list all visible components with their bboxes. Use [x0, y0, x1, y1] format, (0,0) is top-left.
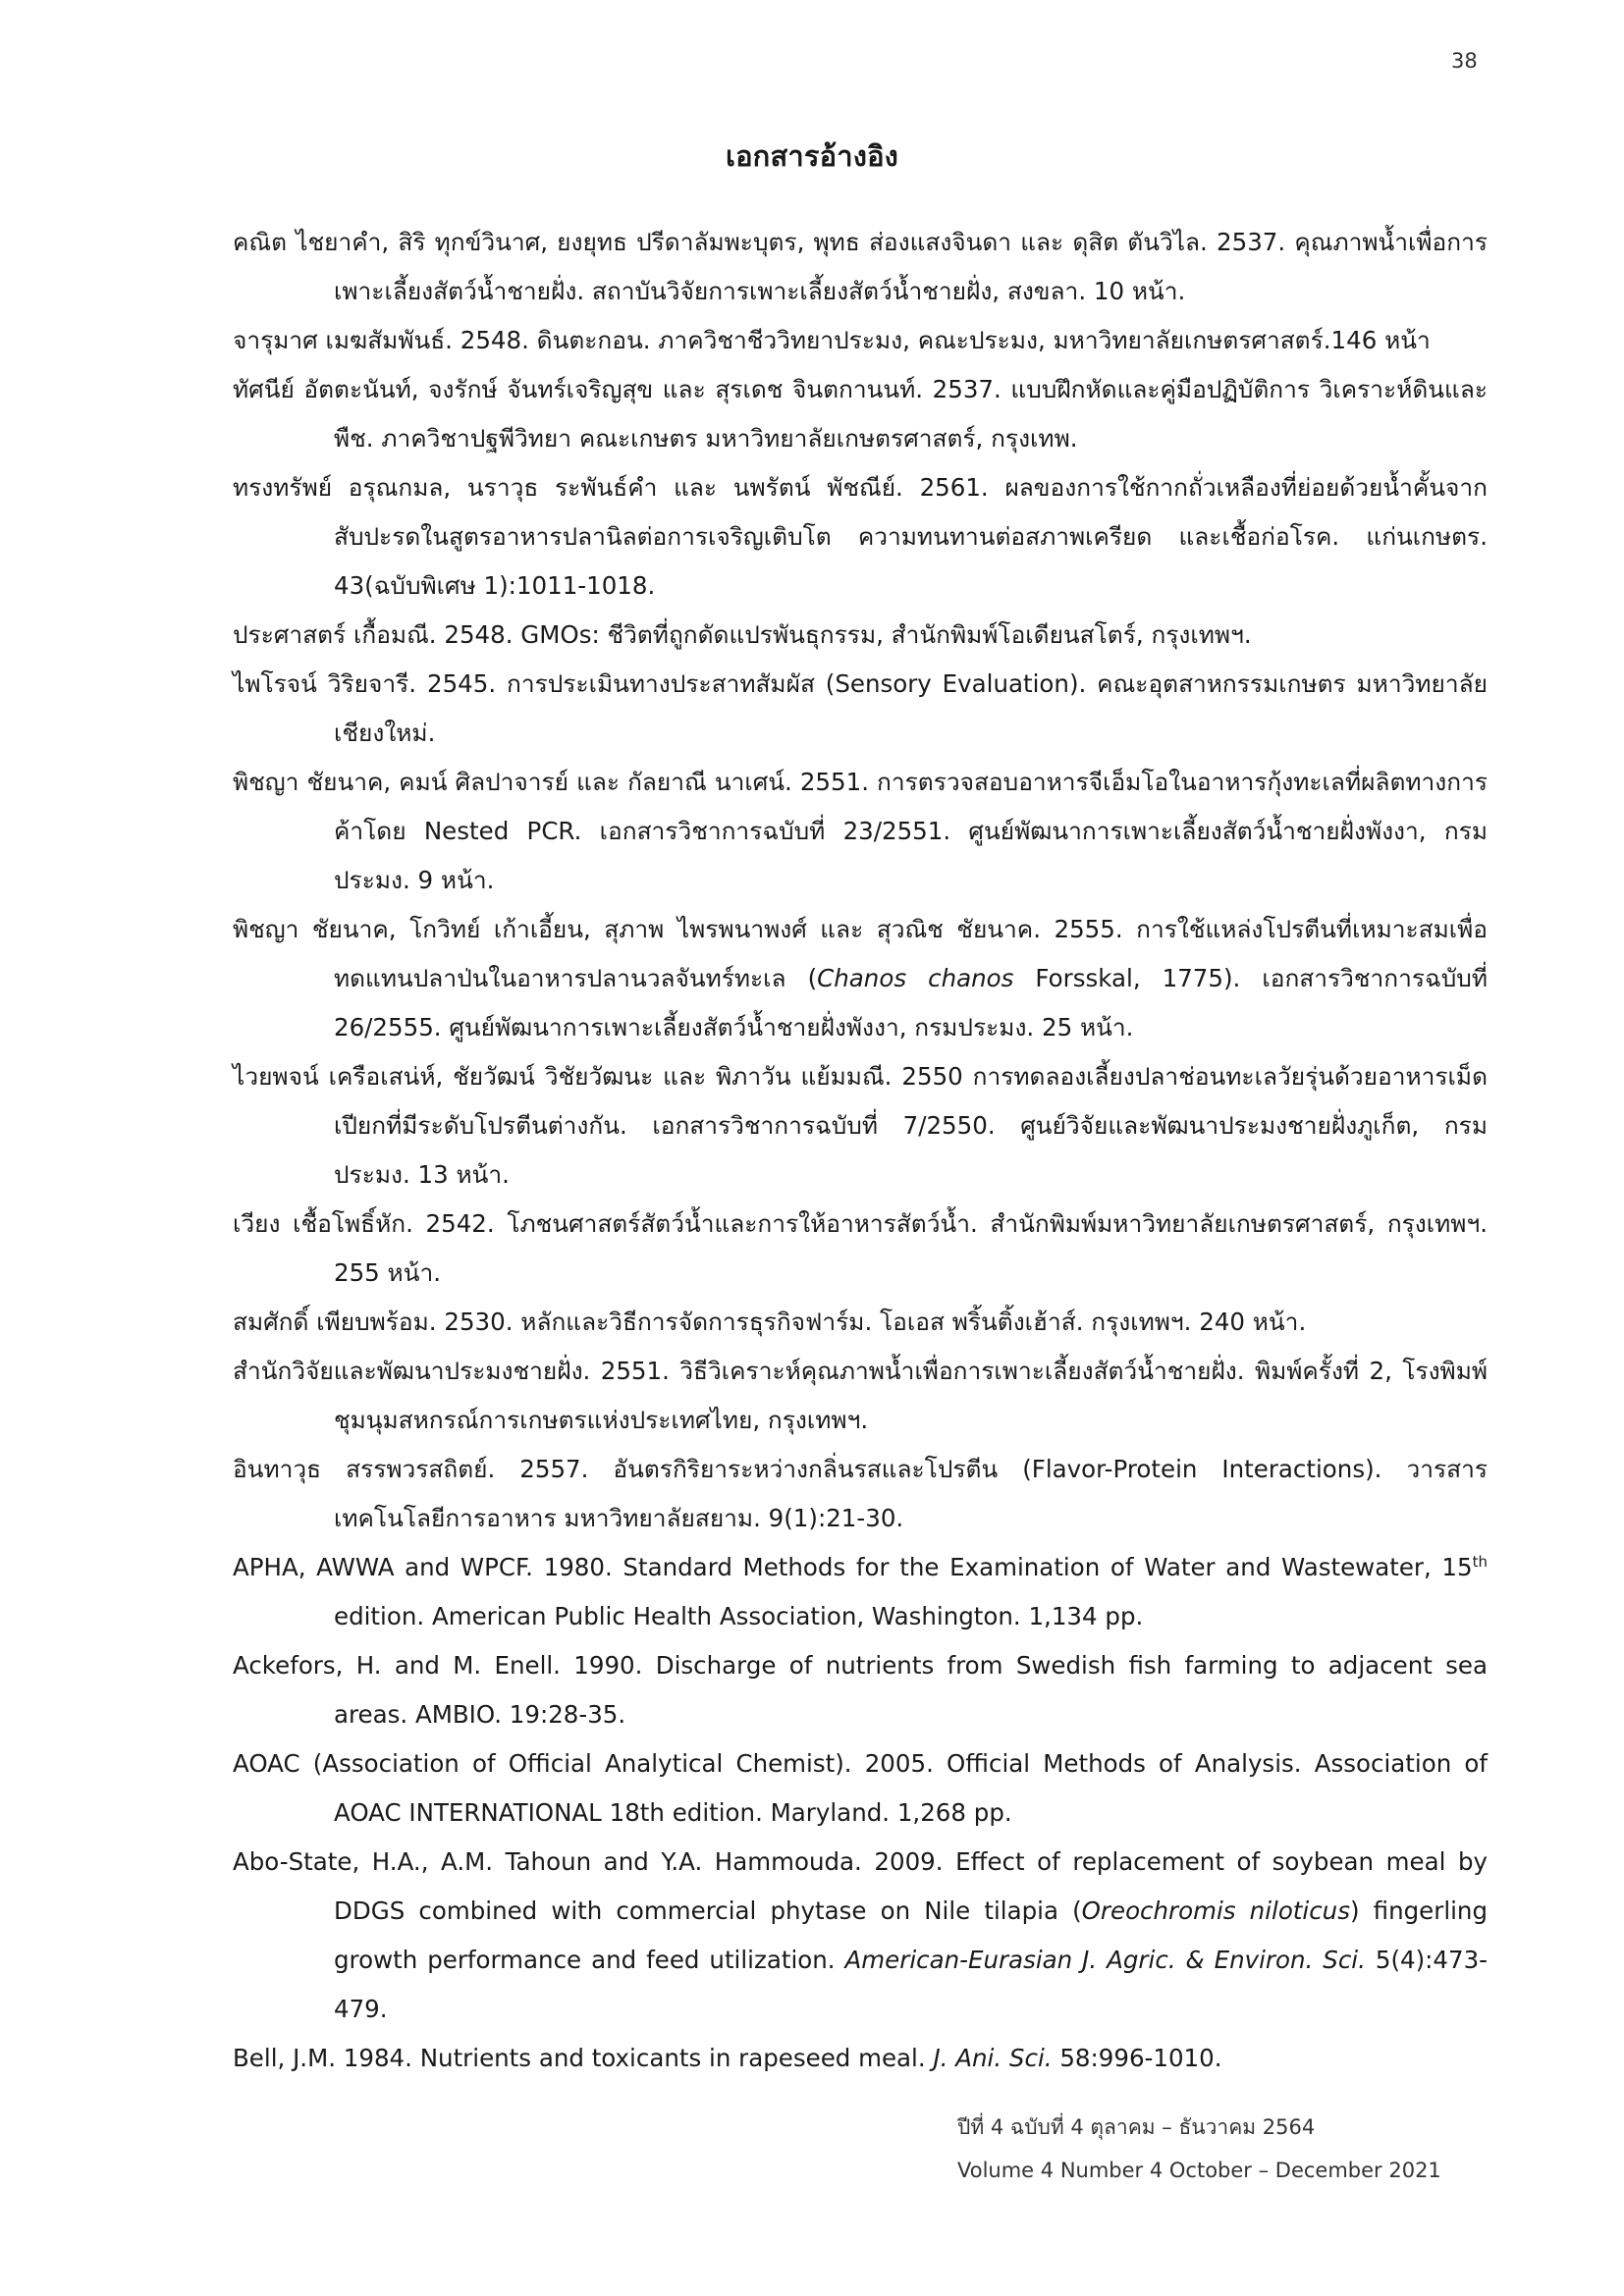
reference-text: ไพโรจน์ วิริยจารี. 2545. การประเมินทางประสาทสัมผัส (Sensory Evaluation). คณะอุตสาหกรรมเกษตร มหาวิทยาลัยเชียงใหม่.	[233, 669, 1488, 747]
reference-entry	[233, 1445, 1488, 1543]
reference-entry	[233, 1298, 1488, 1347]
reference-text: AOAC (Association of Official Analytical Chemist). 2005. Official Methods of Analysis. Association of AOAC INTERNATIONAL 18th edition. Maryland. 1,268 pp.	[233, 1749, 1488, 1827]
reference-text: ทัศนีย์ อัตตะนันท์, จงรักษ์ จันทร์เจริญสุข และ สุรเดช จินตกานนท์. 2537. แบบฝึกหัดและคู่มือปฏิบัติการ วิเคราะห์ดินและพืช. ภาควิชาปฐพีวิทยา คณะเกษตร มหาวิทยาลัยเกษตรศาสตร์, กรุงเทพ.	[233, 375, 1488, 453]
reference-entry	[233, 660, 1488, 758]
reference-text: ประศาสตร์ เกื้อมณี. 2548. GMOs: ชีวิตที่ถูกดัดแปรพันธุกรรม, สำนักพิมพ์โอเดียนสโตร์, กรุงเทพฯ.	[233, 620, 1252, 649]
reference-entry	[233, 1347, 1488, 1445]
reference-entry	[233, 611, 1488, 660]
reference-entry	[233, 316, 1488, 365]
reference-text: 5(4):473-479.	[334, 1946, 1489, 2023]
reference-text: พิชญา ชัยนาค, โกวิทย์ เก้าเอี้ยน, สุภาพ ไพรพนาพงศ์ และ สุวณิช ชัยนาค. 2555. การใช้แหล่งโปรตีนที่เหมาะสมเพื่อทดแทนปลาป่นในอาหารปลานวลจันทร์ทะเล (	[233, 915, 1488, 992]
reference-text: ไวยพจน์ เครือเสน่ห์, ชัยวัฒน์ วิชัยวัฒนะ และ พิภาวัน แย้มมณี. 2550 การทดลองเลี้ยงปลาช่อนทะเลวัยรุ่นด้วยอาหารเม็ดเปียกที่มีระดับโปรตีนต่างกัน. เอกสารวิชาการฉบับที่ 7/2550. ศูนย์วิจัยและพัฒนาประมงชายฝั่งภูเก็ต, กรมประมง. 13 หน้า.	[233, 1062, 1488, 1189]
reference-text: คณิต ไชยาคำ, สิริ ทุกข์วินาศ, ยงยุทธ ปรีดาลัมพะบุตร, พุทธ ส่องแสงจินดา และ ดุสิต ตันวิไล. 2537. คุณภาพน้ำเพื่อการเพาะเลี้ยงสัตว์น้ำชายฝั่ง. สถาบันวิจัยการเพาะเลี้ยงสัตว์น้ำชายฝั่ง, สงขลา. 10 หน้า.	[233, 228, 1488, 305]
italic-text: Chanos chanos	[817, 964, 1014, 992]
reference-text: Forsskal, 1775). เอกสารวิชาการฉบับที่ 26/2555. ศูนย์พัฒนาการเพาะเลี้ยงสัตว์น้ำชายฝั่งพังงา, กรมประมง. 25 หน้า.	[334, 964, 1488, 1041]
footer	[957, 2106, 1441, 2192]
reference-entry	[233, 758, 1488, 905]
italic-text: J. Ani. Sci.	[933, 2044, 1053, 2072]
reference-entry	[233, 2034, 1488, 2083]
reference-text: 58:996-1010.	[1052, 2044, 1222, 2072]
reference-text: สมศักดิ์ เพียบพร้อม. 2530. หลักและวิธีการจัดการธุรกิจฟาร์ม. โอเอส พริ้นติ้งเฮ้าส์. กรุงเทพฯ. 240 หน้า.	[233, 1308, 1307, 1336]
italic-text: American-Eurasian J. Agric. & Environ. Sci.	[844, 1946, 1366, 1974]
reference-text: Abo-State, H.A., A.M. Tahoun and Y.A. Hammouda. 2009. Effect of replacement of soybean meal by DDGS combined with commercial phytase on Nile tilapia (	[233, 1847, 1488, 1925]
reference-text: edition. American Public Health Association, Washington. 1,134 pp.	[334, 1602, 1144, 1630]
reference-entry	[233, 1543, 1488, 1641]
reference-text: จารุมาศ เมฆสัมพันธ์. 2548. ดินตะกอน. ภาควิชาชีววิทยาประมง, คณะประมง, มหาวิทยาลัยเกษตรศาสตร์.146 หน้า	[233, 326, 1431, 354]
reference-text: ) fingerling growth performance and feed utilization.	[334, 1896, 1489, 1974]
reference-text: สำนักวิจัยและพัฒนาประมงชายฝั่ง. 2551. วิธีวิเคราะห์คุณภาพน้ำเพื่อการเพาะเลี้ยงสัตว์น้ำชายฝั่ง. พิมพ์ครั้งที่ 2, โรงพิมพ์ชุมนุมสหกรณ์การเกษตรแห่งประเทศไทย, กรุงเทพฯ.	[233, 1357, 1488, 1434]
superscript-text: th	[1472, 1552, 1488, 1571]
reference-entry	[233, 1641, 1488, 1739]
reference-text: Bell, J.M. 1984. Nutrients and toxicants in rapeseed meal.	[233, 2044, 934, 2072]
footer-thai: ปีที่ 4 ฉบับที่ 4 ตุลาคม – ธันวาคม 2564	[957, 2115, 1316, 2139]
reference-entry	[233, 1838, 1488, 2034]
reference-entry	[233, 1200, 1488, 1298]
reference-text: พิชญา ชัยนาค, คมน์ ศิลปาจารย์ และ กัลยาณี นาเศน์. 2551. การตรวจสอบอาหารจีเอ็มโอในอาหารกุ้งทะเลที่ผลิตทางการค้าโดย Nested PCR. เอกสารวิชาการฉบับที่ 23/2551. ศูนย์พัฒนาการเพาะเลี้ยงสัตว์น้ำชายฝั่งพังงา, กรมประมง. 9 หน้า.	[233, 768, 1488, 894]
reference-entry	[233, 218, 1488, 316]
reference-entry	[233, 365, 1488, 463]
page-number: 38	[1451, 49, 1478, 73]
reference-entry	[233, 1739, 1488, 1838]
reference-text: APHA, AWWA and WPCF. 1980. Standard Methods for the Examination of Water and Wastewater, 15	[233, 1553, 1473, 1581]
reference-text: Ackefors, H. and M. Enell. 1990. Discharge of nutrients from Swedish fish farming to adjacent sea areas. AMBIO. 19:28-35.	[233, 1651, 1488, 1729]
reference-text: เวียง เชื้อโพธิ์หัก. 2542. โภชนศาสตร์สัตว์น้ำและการให้อาหารสัตว์น้ำ. สำนักพิมพ์มหาวิทยาลัยเกษตรศาสตร์, กรุงเทพฯ. 255 หน้า.	[233, 1209, 1488, 1287]
footer-english: Volume 4 Number 4 October – December 2021	[957, 2159, 1441, 2182]
reference-entry	[233, 463, 1488, 611]
reference-text: อินทาวุธ สรรพวรสถิตย์. 2557. อันตรกิริยาระหว่างกลิ่นรสและโปรตีน (Flavor-Protein Interactions). วารสารเทคโนโลยีการอาหาร มหาวิทยาลัยสยาม. 9(1):21-30.	[233, 1455, 1488, 1532]
italic-text: Oreochromis niloticus	[1081, 1896, 1350, 1925]
reference-text: ทรงทรัพย์ อรุณกมล, นราวุธ ระพันธ์คำ และ นพรัตน์ พัชณีย์. 2561. ผลของการใช้กากถั่วเหลืองที่ย่อยด้วยน้ำคั้นจากสับปะรดในสูตรอาหารปลานิลต่อการเจริญเติบโต ความทนทานต่อสภาพเครียด และเชื้อก่อโรค. แก่นเกษตร. 43(ฉบับพิเศษ 1):1011-1018.	[233, 473, 1488, 600]
reference-entry	[233, 905, 1488, 1052]
reference-entry	[233, 1052, 1488, 1200]
section-title: เอกสารอ้างอิง	[725, 139, 899, 173]
reference-list	[233, 218, 1488, 2083]
